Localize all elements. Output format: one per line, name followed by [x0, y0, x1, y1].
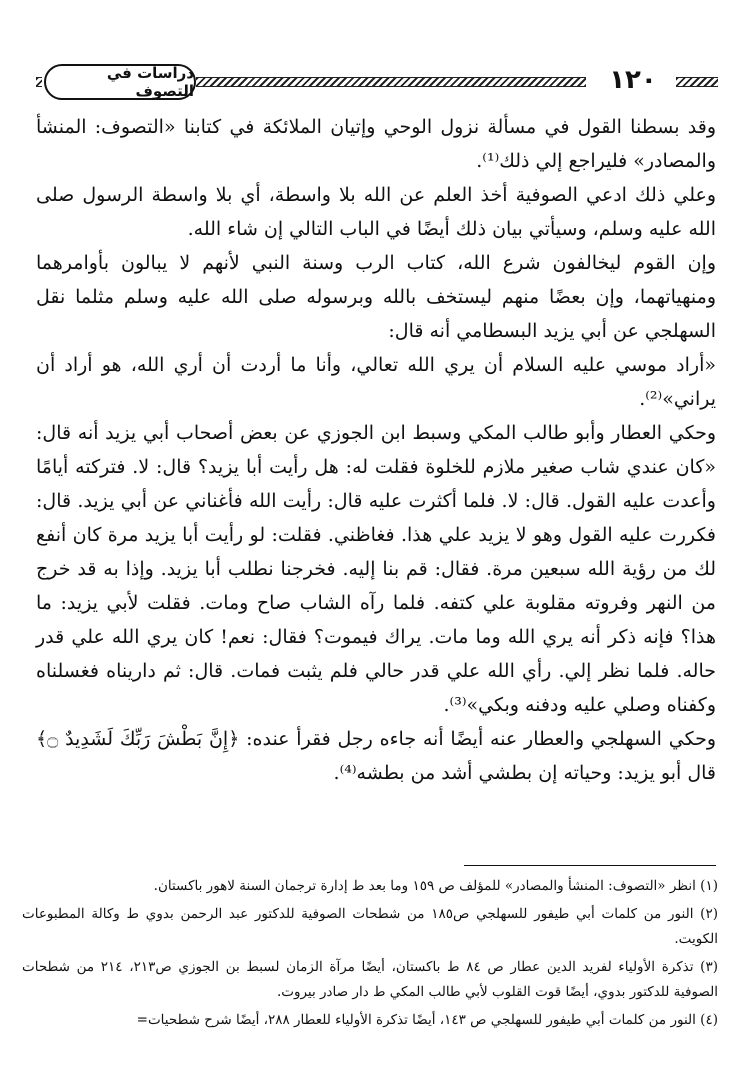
- footnote: (٢) النور من كلمات أبي طيفور للسهلجي ص١٨٥ من شطحات الصوفية للدكتور عبد الرحمن بدوي ط وكالة المطبوعات الكويت.: [22, 906, 718, 947]
- header-ornament-rule: [36, 77, 42, 87]
- footnote-separator: [464, 865, 716, 866]
- paragraph: وحكي العطار وأبو طالب المكي وسبط ابن الجوزي عن بعض أصحاب أبي يزيد أنه قال: «كان عندي شاب صغير ملازم للخلوة فقلت له: هل رأيت أبا يزيد؟ قال: لا. فتركته أيامًا وأعدت عليه القول. قال: لا. فلما أكثرت عليه قال: رأيت الله فأغناني عن أبي يزيد. قال: فكررت عليه القول وهو لا يزيد علي هذا. فغاظني. فقلت: لو رأيت أبا يزيد مرة كان أنفع لك من رؤية الله سبعين مرة. فقال: قم بنا إليه. فخرجنا نطلب أبا يزيد. وإذا به قد خرج من النهر وفروته مقلوبة علي كتفه. فلما رآه الشاب صاح ومات. فقلت لأبي يزيد: ما هذا؟ فإنه ذكر أنه يري الله وما مات. يراك فيموت؟ فقال: نعم! كان يري الله علي قدر حاله. فلما نظر إلي. رأي الله علي قدر حالي فلم يثبت فمات. قال: ثم داريناه فغسلناه وكفناه وصلي عليه ودفنه وبكي»⁽³⁾.: [36, 422, 716, 716]
- footnote: (٣) تذكرة الأولياء لفريد الدين عطار ص ٨٤ ط باكستان، أيضًا مرآة الزمان لسبط بن الجوزي ص٢١٣، ٢١٤ من شطحات الصوفية للدكتور بدوي، أيضًا قوت القلوب لأبي طالب المكي ط دار صادر بيروت.: [22, 959, 718, 1000]
- page-number: ١٢٠: [609, 65, 657, 95]
- paragraph: وحكي السهلجي والعطار عنه أيضًا أنه جاءه رجل فقرأ عنده: ﴿إِنَّ بَطْشَ رَبِّكَ لَشَدِيدٌ ۝﴾ قال أبو يزيد: وحياته إن بطشي أشد من بطشه⁽⁴⁾.: [36, 728, 716, 784]
- footnote: (٤) النور من كلمات أبي طيفور للسهلجي ص ١٤٣، أيضًا تذكرة الأولياء للعطار ٢٨٨، أيضًا شرح شطحيات=: [136, 1012, 718, 1028]
- header-ornament-rule: [196, 77, 586, 87]
- paragraph: وقد بسطنا القول في مسألة نزول الوحي وإتيان الملائكة في كتابنا «التصوف: المنشأ والمصادر» فليراجع إلي ذلك⁽¹⁾.: [36, 116, 716, 172]
- footnotes: [22, 874, 718, 1036]
- page-header: [36, 62, 718, 100]
- paragraph: وإن القوم ليخالفون شرع الله، كتاب الرب وسنة النبي لأنهم لا يبالون بأوامرهما ومنهياتهما، وإن بعضًا منهم ليستخف بالله وبرسوله صلى الله عليه وسلم مثلما نقل السهلجي عن أبي يزيد البسطامي أنه قال:: [36, 252, 716, 342]
- main-text: [36, 110, 716, 790]
- footnote: (١) انظر «التصوف: المنشأ والمصادر» للمؤلف ص ١٥٩ وما بعد ط إدارة ترجمان السنة لاهور باكستان.: [153, 878, 718, 894]
- paragraph: وعلي ذلك ادعي الصوفية أخذ العلم عن الله بلا واسطة، أي بلا واسطة الرسول صلى الله عليه وسلم، وسيأتي بيان ذلك أيضًا في الباب التالي إن شاء الله.: [36, 184, 716, 240]
- header-ornament-rule: [676, 77, 718, 87]
- running-title: دراسات في التصوف: [44, 64, 196, 100]
- quote-paragraph: «أراد موسي عليه السلام أن يري الله تعالي، وأنا ما أردت أن أري الله، هو أراد أن يراني»⁽²⁾.: [36, 354, 716, 410]
